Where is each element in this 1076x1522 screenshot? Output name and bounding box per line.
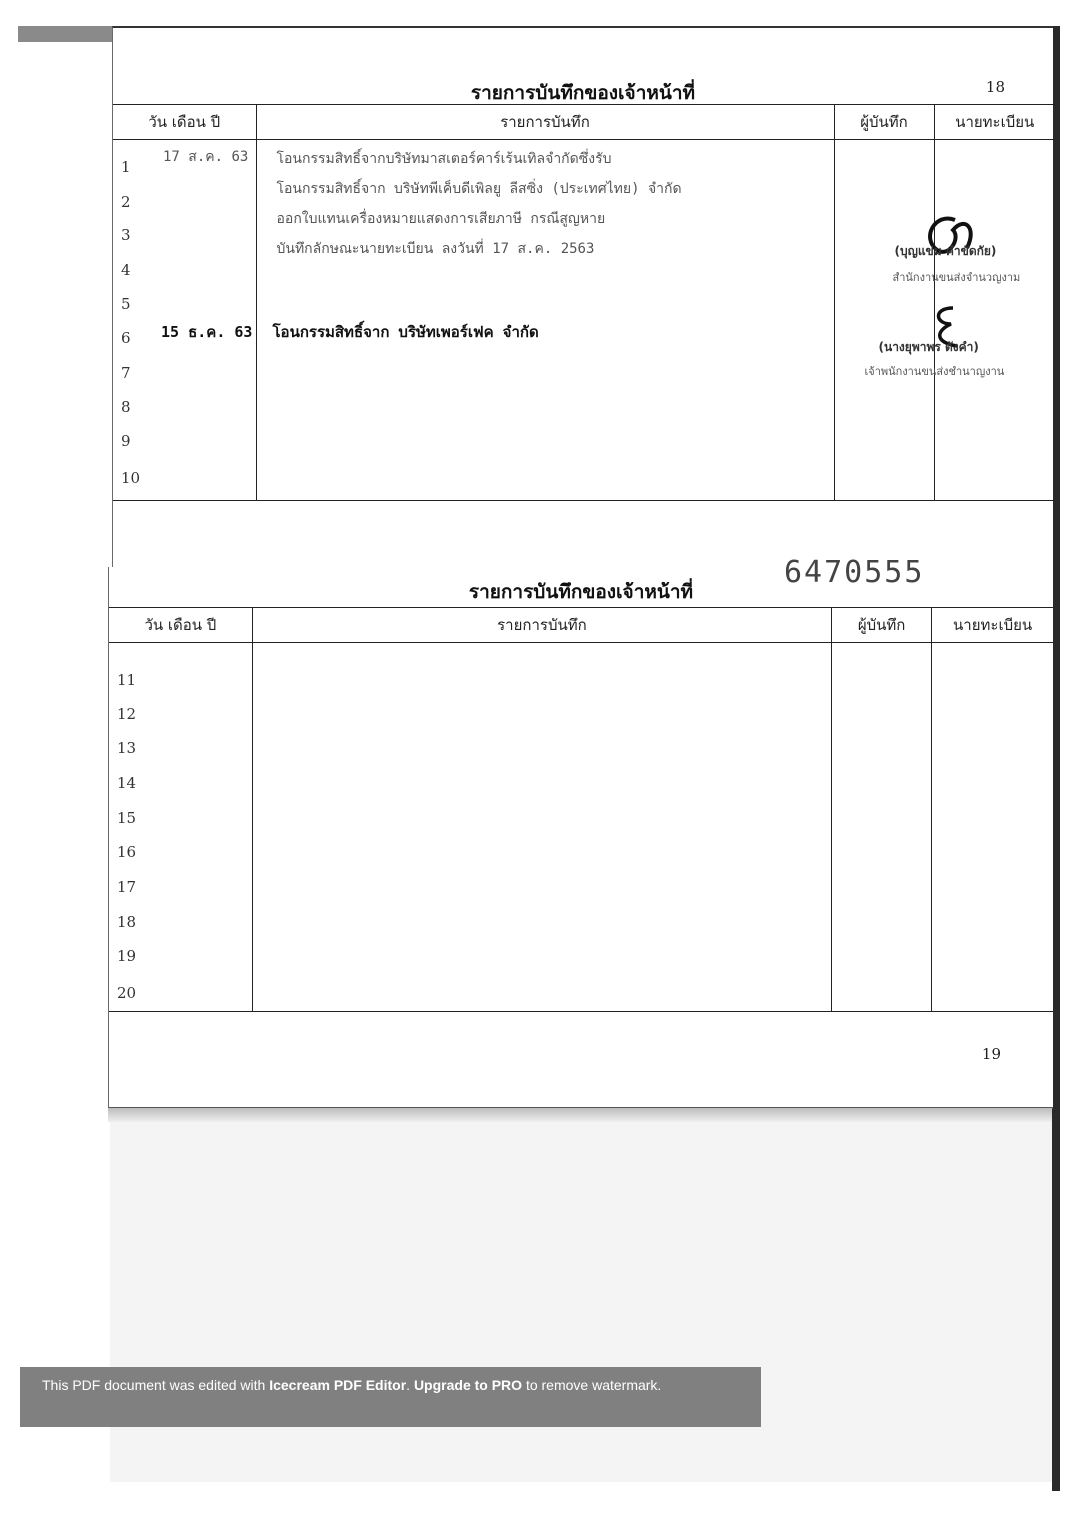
line-number: 15	[117, 809, 137, 827]
column-header-record: รายการบันทึก	[256, 105, 834, 140]
date-cell	[113, 140, 256, 501]
page-number: 18	[985, 78, 1005, 96]
record-page-19	[108, 555, 1053, 1109]
line-number: 7	[121, 364, 131, 382]
line-number: 5	[121, 295, 131, 313]
page-title: รายการบันทึกของเจ้าหน้าที่	[470, 82, 696, 104]
page-shadow	[108, 1108, 1052, 1122]
column-header-date: วัน เดือน ปี	[113, 105, 256, 140]
column-header-recorder: ผู้บันทึก	[832, 608, 932, 643]
page-number: 19	[981, 1045, 1001, 1063]
line-number: 2	[121, 193, 131, 211]
watermark-brand: Icecream PDF Editor	[269, 1377, 407, 1393]
record-cell	[252, 643, 831, 1012]
entry-line: ออกใบแทนเครื่องหมายแสดงการเสียภาษี กรณีสูญหาย	[276, 211, 606, 227]
line-number: 6	[121, 329, 131, 347]
entry-date: 15 ธ.ค. 63	[161, 323, 253, 341]
record-table	[109, 607, 1053, 1012]
signature-name: (นางยุพาพร ดังคำ)	[878, 340, 979, 354]
line-number: 18	[117, 913, 137, 931]
line-number: 10	[121, 469, 141, 487]
line-number: 9	[121, 432, 131, 450]
column-header-registrar: นายทะเบียน	[932, 608, 1053, 643]
record-page-18	[112, 26, 1053, 568]
entry-line: โอนกรรมสิทธิ์จาก บริษัทเพอร์เฟค จำกัด	[272, 323, 539, 341]
recorder-cell	[834, 140, 1021, 501]
column-header-recorder: ผู้บันทึก	[834, 105, 934, 140]
signature-title: เจ้าพนักงานขนส่งชำนาญงาน	[864, 365, 1005, 378]
column-header-date: วัน เดือน ปี	[109, 608, 252, 643]
line-number: 1	[121, 158, 131, 176]
entry-line: โอนกรรมสิทธิ์จาก บริษัทพีเค็บดีเพิลยู ลีสซิ่ง (ประเทศไทย) จำกัด	[276, 181, 682, 197]
registrar-cell	[934, 140, 1055, 501]
scanned-background	[110, 1122, 1052, 1482]
line-number: 14	[117, 774, 137, 792]
line-number: 3	[121, 226, 131, 244]
date-cell	[109, 643, 252, 1012]
registrar-cell	[932, 643, 1053, 1012]
column-header-record: รายการบันทึก	[252, 608, 831, 643]
entry-date: 17 ส.ค. 63	[163, 149, 249, 165]
line-number: 20	[117, 984, 137, 1002]
line-number: 16	[117, 843, 137, 861]
recorder-cell	[832, 643, 932, 1012]
entry-line: บันทึกลักษณะนายทะเบียน ลงวันที่ 17 ส.ค. 2563	[276, 241, 595, 257]
line-number: 17	[117, 878, 137, 896]
entry-line: โอนกรรมสิทธิ์จากบริษัทมาสเตอร์คาร์เร้นเทิลจำกัดซึ่งรับ	[276, 151, 612, 167]
record-cell	[256, 140, 834, 501]
line-number: 11	[117, 671, 137, 689]
watermark-banner	[20, 1367, 761, 1427]
scan-edge-top	[18, 26, 113, 42]
line-number: 4	[121, 261, 131, 279]
line-number: 13	[117, 739, 137, 757]
stamp-number: 6470555	[784, 555, 925, 590]
watermark-text: This PDF document was edited with Icecream PDF Editor. Upgrade to PRO to remove watermark.	[42, 1377, 662, 1393]
column-header-registrar: นายทะเบียน	[934, 105, 1055, 140]
line-number: 12	[117, 705, 137, 723]
line-number: 8	[121, 398, 131, 416]
record-table	[113, 104, 1055, 501]
line-number: 19	[117, 947, 137, 965]
page-title: รายการบันทึกของเจ้าหน้าที่	[468, 581, 694, 603]
signature-name: (บุญแข่ม คำขัดกัย)	[894, 244, 997, 258]
watermark-upgrade-link[interactable]: Upgrade to PRO	[413, 1377, 523, 1393]
signature-title: สำนักงานขนส่งจำนวญงาม	[892, 271, 1021, 284]
